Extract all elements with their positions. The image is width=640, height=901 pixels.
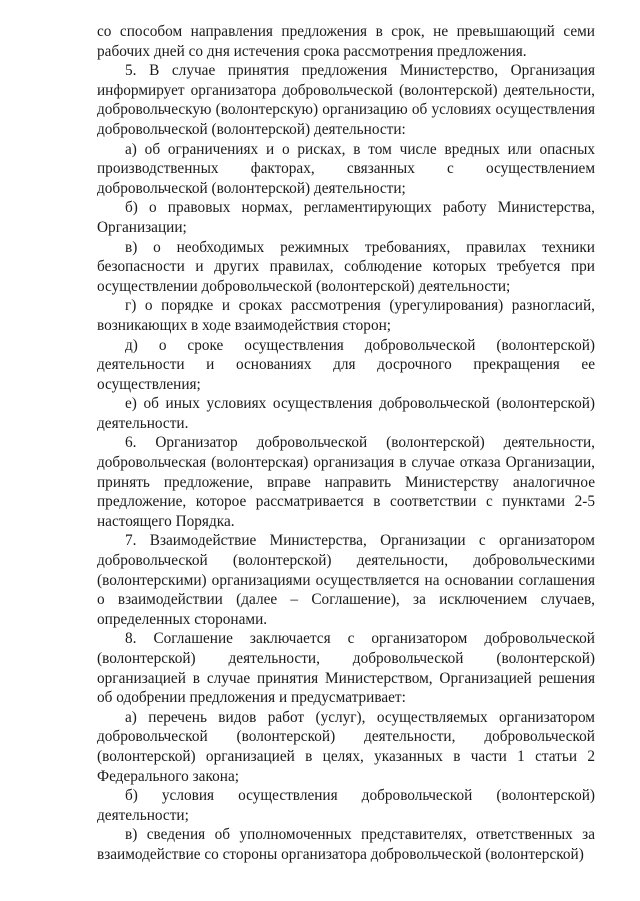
paragraph-item-8b: б) условия осуществления добровольческой (волонтерской) деятельности; [97, 787, 595, 824]
paragraph-item-8a: а) перечень видов работ (услуг), осуществляемых организатором добровольческой (волонтерской) деятельности, добровольческой (волонтерской) организацией в целях, указанных в части 1 статьи 2 Федерального закона; [97, 708, 595, 785]
paragraph-continuation: со способом направления предложения в срок, не превышающий семи рабочих дней со дня истечения срока рассмотрения предложения. [97, 23, 595, 60]
paragraph-item-5e: е) об иных условиях осуществления добровольческой (волонтерской) деятельности. [97, 395, 595, 432]
paragraph-item-5a: а) об ограничениях и о рисках, в том числе вредных или опасных производственных факторах, связанных с осуществлением добровольческой (волонтерской) деятельности; [97, 140, 595, 197]
paragraph-item-5b: б) о правовых нормах, регламентирующих работу Министерства, Организации; [97, 199, 595, 236]
paragraph-item-7: 7. Взаимодействие Министерства, Организации с организатором добровольческой (волонтерской) деятельности, добровольческими (волонтерскими) организациями осуществляется на основании соглашения о взаимодействии (далее – Соглашение), за исключением случаев, определенных сторонами. [97, 532, 595, 628]
paragraph-item-8v: в) сведения об уполномоченных представителях, ответственных за взаимодействие со стороны организатора добровольческой (волонтерской) [97, 826, 595, 863]
paragraph-item-8: 8. Соглашение заключается с организатором добровольческой (волонтерской) деятельности, добровольческой (волонтерской) организацией в случае принятия Министерством, Организацией решения об одобрении предложения и предусматривает: [97, 630, 595, 707]
paragraph-item-5g: г) о порядке и сроках рассмотрения (урегулирования) разногласий, возникающих в ходе взаимодействия сторон; [97, 297, 595, 334]
paragraph-item-5v: в) о необходимых режимных требованиях, правилах техники безопасности и других правилах, соблюдение которых требуется при осуществлении добровольческой (волонтерской) деятельности; [97, 238, 595, 295]
paragraph-item-6: 6. Организатор добровольческой (волонтерской) деятельности, добровольческая (волонтерская) организация в случае отказа Организации, принять предложение, вправе направить Министерству аналогичное предложение, которое рассматривается в соответствии с пунктами 2-5 настоящего Порядка. [97, 434, 595, 530]
paragraph-item-5d: д) о сроке осуществления добровольческой (волонтерской) деятельности и основаниях для досрочного прекращения ее осуществления; [97, 336, 595, 393]
document-page [97, 22, 595, 865]
paragraph-item-5: 5. В случае принятия предложения Министерство, Организация информирует организатора добровольческой (волонтерской) деятельности, добровольческую (волонтерскую) организацию об условиях осуществления добровольческой (волонтерской) деятельности: [97, 62, 595, 138]
